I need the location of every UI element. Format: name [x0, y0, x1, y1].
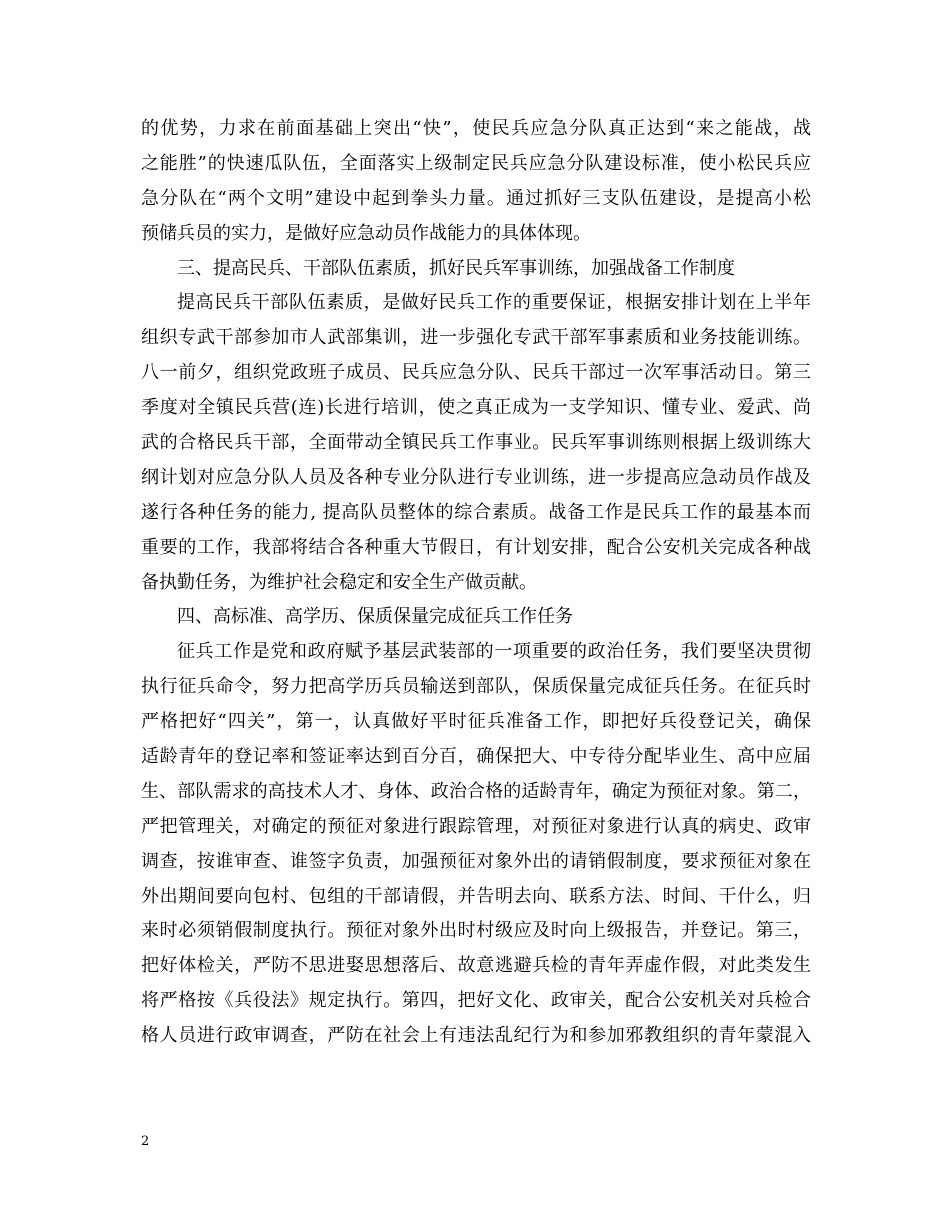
text-line: 外出期间要向包村、包组的干部请假，并告明去向、联系方法、时间、干什么，归: [141, 885, 811, 907]
text-line: 格人员进行政审调查，严防在社会上有违法乱纪行为和参加邪教组织的青年蒙混入: [141, 1025, 811, 1047]
section-heading: 四、高标准、高学历、保质保量完成征兵工作任务: [177, 606, 573, 628]
text-line: 之能胜”的快速瓜队伍，全面落实上级制定民兵应急分队建设标准，使小松民兵应: [141, 152, 811, 174]
text-line: 把好体检关，严防不思进娶思想落后、故意逃避兵检的青年弄虚作假，对此类发生: [141, 955, 811, 977]
page-number: 2: [141, 1134, 150, 1149]
text-line: 八一前夕，组织党政班子成员、民兵应急分队、民兵干部过一次军事活动日。第三: [141, 362, 811, 384]
body-text: [141, 112, 811, 1054]
text-line: 调查，按谁审查、谁签字负责，加强预征对象外出的请销假制度，要求预征对象在: [141, 850, 811, 872]
text-line: 严把管理关，对确定的预征对象进行跟踪管理，对预征对象进行认真的病史、政审: [141, 815, 811, 837]
section-heading: 三、提高民兵、干部队伍素质，抓好民兵军事训练，加强战备工作制度: [177, 257, 735, 279]
text-line: 备执勤任务，为维护社会稳定和安全生产做贡献。: [141, 571, 537, 593]
text-line: 生、部队需求的高技术人才、身体、政治合格的适龄青年，确定为预征对象。第二，: [141, 780, 811, 802]
text-line: 急分队在“两个文明”建设中起到拳头力量。通过抓好三支队伍建设，是提高小松: [141, 187, 811, 209]
text-line: 来时必须销假制度执行。预征对象外出时村级应及时向上级报告，并登记。第三，: [141, 920, 811, 942]
text-line: 的优势，力求在前面基础上突出“快”，使民兵应急分队真正达到“来之能战，战: [141, 118, 811, 139]
text-line: 严格把好“四关”，第一，认真做好平时征兵准备工作，即把好兵役登记关，确保: [141, 711, 811, 733]
text-line: 预储兵员的实力，是做好应急动员作战能力的具体体现。: [141, 222, 591, 244]
text-line: 重要的工作，我部将结合各种重大节假日，有计划安排，配合公安机关完成各种战: [141, 536, 811, 558]
text-line: 武的合格民兵干部，全面带动全镇民兵工作事业。民兵军事训练则根据上级训练大: [141, 432, 811, 454]
text-line: 纲计划对应急分队人员及各种专业分队进行专业训练，进一步提高应急动员作战及: [141, 466, 811, 488]
text-line: 将严格按《兵役法》规定执行。第四，把好文化、政审关，配合公安机关对兵检合: [141, 990, 811, 1012]
text-line: 执行征兵命令，努力把高学历兵员输送到部队，保质保量完成征兵任务。在征兵时: [141, 676, 811, 698]
text-line: 季度对全镇民兵营(连)长进行培训，使之真正成为一支学知识、懂专业、爱武、尚: [141, 397, 811, 419]
text-line: 组织专武干部参加市人武部集训，进一步强化专武干部军事素质和业务技能训练。: [141, 327, 811, 349]
text-line: 适龄青年的登记率和签证率达到百分百，确保把大、中专待分配毕业生、高中应届: [141, 746, 811, 768]
text-line: 征兵工作是党和政府赋予基层武装部的一项重要的政治任务，我们要坚决贯彻: [177, 641, 811, 663]
text-line: 遂行各种任务的能力, 提高队员整体的综合素质。战备工作是民兵工作的最基本而: [141, 501, 811, 523]
text-line: 提高民兵干部队伍素质，是做好民兵工作的重要保证，根据安排计划在上半年: [177, 292, 811, 314]
